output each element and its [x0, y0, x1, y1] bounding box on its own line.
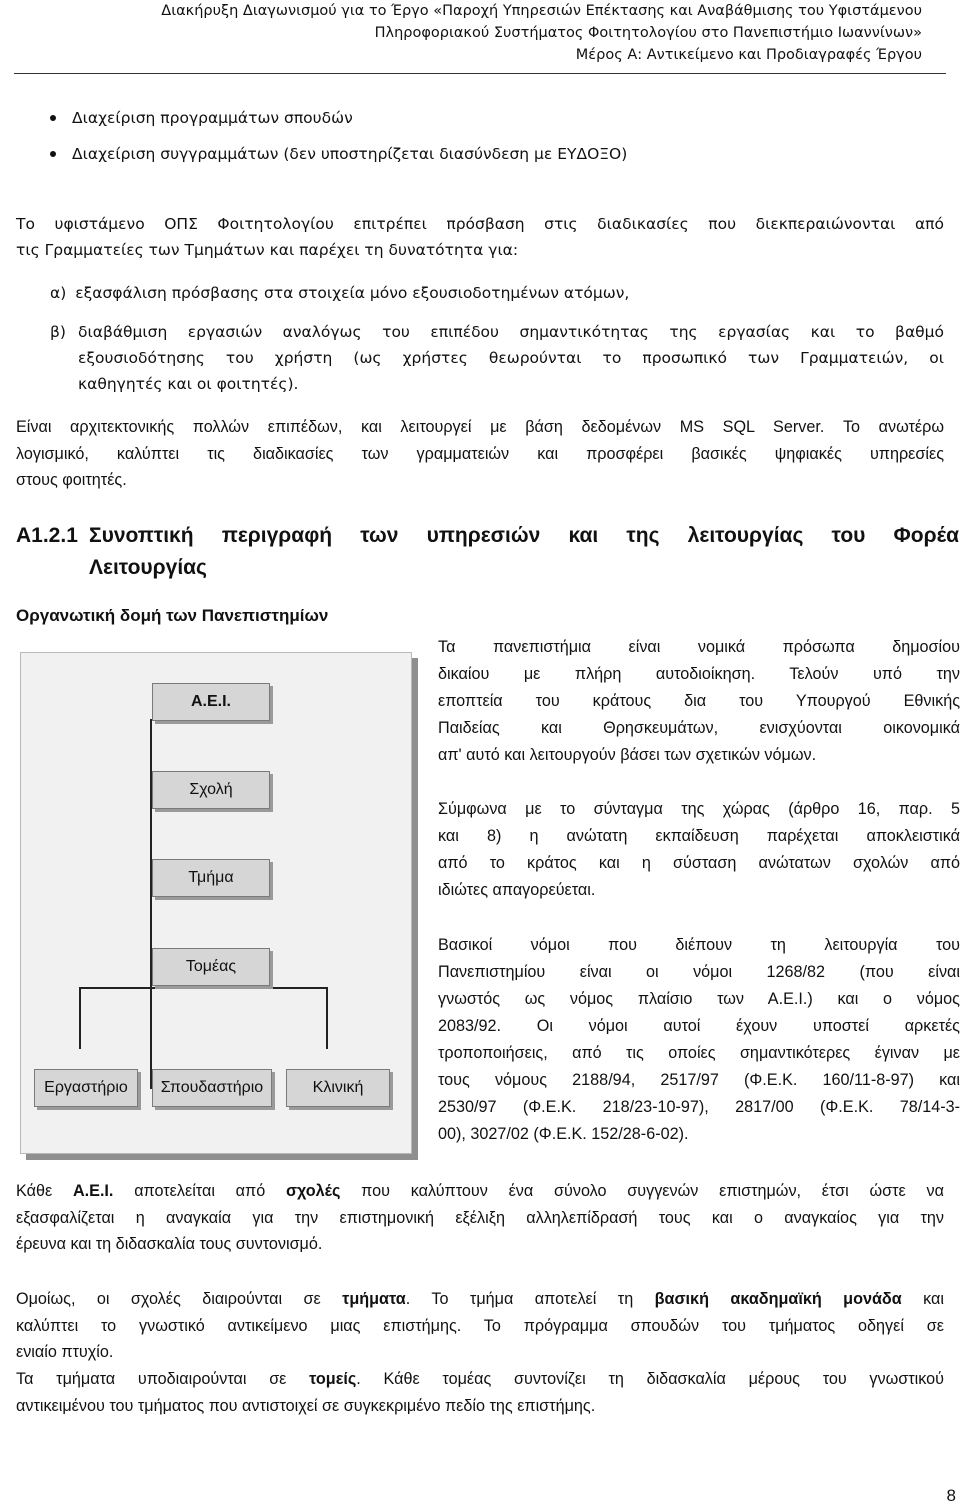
node-clinic: Κλινική — [286, 1069, 390, 1107]
node-studio: Σπουδαστήριο — [152, 1069, 272, 1107]
header-line-1: Διακήρυξη Διαγωνισμού για το Έργο «Παροχή Υπηρεσιών Επέκτασης και Αναβάθμισης του Υφιστάμενου — [161, 3, 922, 19]
section-number: Α1.2.1 — [16, 524, 78, 547]
org-structure-diagram — [20, 652, 416, 1159]
node-school: Σχολή — [152, 771, 270, 809]
universities-legal-paragraph: Τα πανεπιστήμια είναι νομικά πρόσωπα δημοσίου δικαίου με πλήρη αυτοδιοίκηση. Τελούν υπό την εποπτεία του κράτους δια του Υπουργού Εθνικής Παιδείας και Θρησκευμάτων, ενισχύονται οικονομικά απ' αυτό και λειτουργούν βάσει των σχετικών νόμων. — [438, 638, 960, 764]
bullet-icon — [50, 151, 56, 157]
list-item: Διαχείριση συγγραμμάτων (δεν υποστηρίζεται διασύνδεση με ΕΥΔΟΞΟ) — [50, 140, 627, 176]
section-title-line-2: Λειτουργίας — [89, 556, 207, 579]
list-item: Διαχείριση προγραμμάτων σπουδών — [50, 104, 627, 140]
schools-paragraph: Ομοίως, οι σχολές διαιρούνται σε τμήματα. Το τμήμα αποτελεί τη βασική ακαδημαϊκή μονάδα και καλύπτει το γνωστικό αντικείμενο μιας επιστήμης. Το πρόγραμμα σπουδών του τμήματος οδηγεί σε ενιαίο πτυχίο. — [16, 1290, 944, 1361]
node-department: Τμήμα — [152, 859, 270, 897]
page-header — [0, 0, 960, 66]
page-number: 8 — [946, 1486, 956, 1505]
node-lab: Εργαστήριο — [34, 1069, 138, 1107]
laws-paragraph: Βασικοί νόμοι που διέπουν τη λειτουργία του Πανεπιστημίου είναι οι νόμοι 1268/82 (που είναι γνωστός ως νόμος πλαίσιο των Α.Ε.Ι.) και ο νόμος 2083/92. Οι νόμοι αυτοί έχουν υποστεί αρκετές τροποποιήσεις, από τις οποίες σημαντικότερες έγιναν με τους νόμους 2188/94, 2517/97 (Φ.Ε.Κ. 160/11-8-97) και 2530/97 (Φ.Ε.Κ. 218/23-10-97), 2817/00 (Φ.Ε.Κ. 78/14-3- 00), 3027/02 (Φ.Ε.Κ. 152/28-6-02). — [438, 936, 960, 1143]
subheading: Οργανωτική δομή των Πανεπιστημίων — [16, 606, 329, 625]
list-item-a: α) εξασφάλιση πρόσβασης στα στοιχεία μόνο εξουσιοδοτημένων ατόμων, — [50, 284, 630, 302]
architecture-paragraph: Είναι αρχιτεκτονικής πολλών επιπέδων, και λειτουργεί με βάση δεδομένων MS SQL Server. Το ανωτέρω λογισμικό, καλύπτει τις διαδικασίες των γραμματειών και προσφέρει βασικές ψηφιακές υπηρεσίες στους φοιτητές. — [16, 418, 944, 489]
node-aei: Α.Ε.Ι. — [152, 683, 270, 721]
connector-line — [79, 987, 327, 989]
departments-paragraph: Τα τμήματα υποδιαιρούνται σε τομείς. Κάθε τομέας συντονίζει τη διδασκαλία μέρους του γνωστικού αντικειμένου του τμήματος που αντιστοιχεί σε συγκεκριμένο πεδίο της επιστήμης. — [16, 1370, 944, 1415]
aei-paragraph: Κάθε Α.Ε.Ι. αποτελείται από σχολές που καλύπτουν ένα σύνολο συγγενών επιστημών, έτσι ώστε να εξασφαλίζεται η αναγκαία για την επιστημονική εξέλιξη αλληλεπίδρασή τους και ο αναγκαίος για την έρευνα και τη διδασκαλία τους συντονισμό. — [16, 1182, 944, 1253]
section-title-line-1: Συνοπτική περιγραφή των υπηρεσιών και της λειτουργίας του Φορέα — [89, 524, 959, 547]
header-divider — [14, 73, 946, 74]
header-line-2: Πληροφοριακού Συστήματος Φοιτητολογίου στο Πανεπιστήμιο Ιωαννίνων» — [374, 25, 922, 41]
header-line-3: Μέρος Α: Αντικείμενο και Προδιαγραφές Έργου — [575, 47, 922, 63]
bullet-list — [50, 104, 627, 176]
constitution-paragraph: Σύμφωνα με το σύνταγμα της χώρας (άρθρο 16, παρ. 5 και 8) η ανώτατη εκπαίδευση παρέχεται αποκλειστικά από το κράτος και η σύσταση ανώτατων σχολών από ιδιώτες απαγορεύεται. — [438, 800, 960, 899]
connector-line — [79, 987, 81, 1049]
diagram-frame — [20, 652, 412, 1154]
node-sector: Τομέας — [152, 948, 270, 986]
connector-line — [326, 987, 328, 1049]
intro-paragraph: Το υφιστάμενο ΟΠΣ Φοιτητολογίου επιτρέπει πρόσβαση στις διαδικασίες που διεκπεραιώνονται από τις Γραμματείες των Τμημάτων και παρέχει τη δυνατότητα για: — [16, 215, 944, 259]
bullet-icon — [50, 115, 56, 121]
